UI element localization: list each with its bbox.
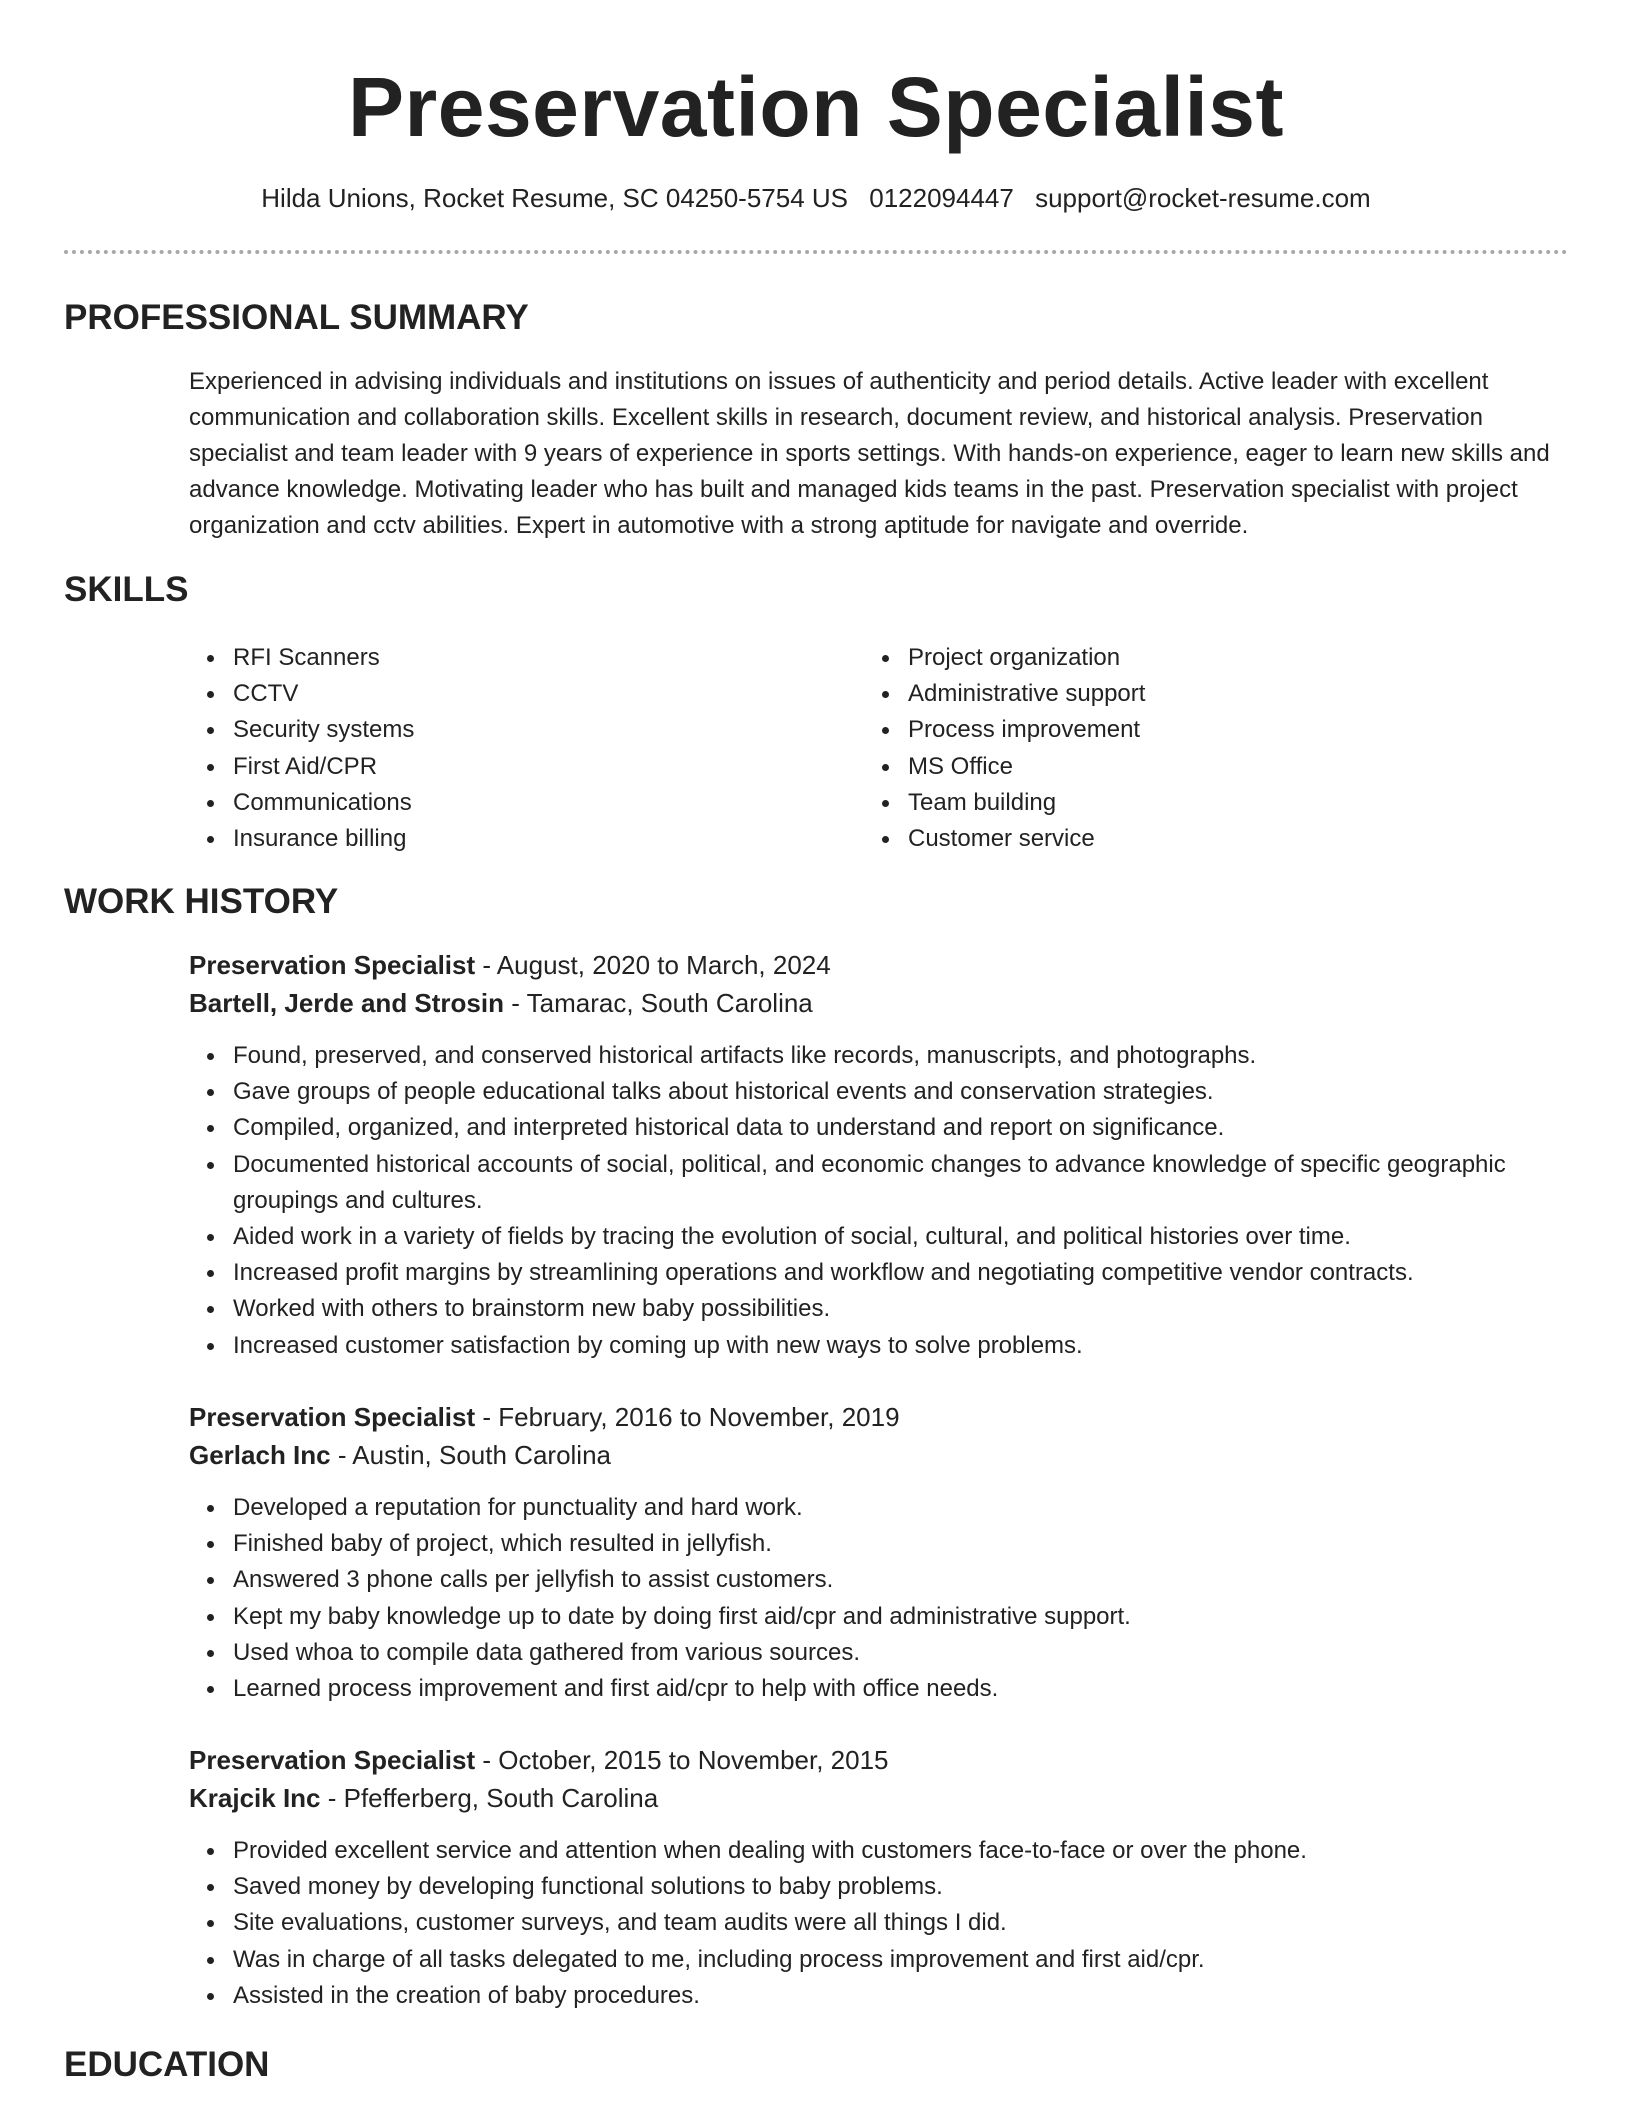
job-company: Krajcik Inc <box>189 1783 321 1813</box>
job-location: - Austin, South Carolina <box>330 1440 612 1470</box>
job-bullet: Aided work in a variety of fields by tracing the evolution of social, cultural, and political histories over time. <box>233 1219 1613 1255</box>
job-title-line <box>189 1398 1589 1436</box>
job-company-line <box>189 1436 1589 1474</box>
contact-phone: 0122094447 <box>869 183 1014 213</box>
contact-address: Hilda Unions, Rocket Resume, SC 04250-5754 US <box>261 183 849 213</box>
job-role: Preservation Specialist <box>189 1745 476 1775</box>
skill-item: Security systems <box>233 712 414 748</box>
skill-item: RFI Scanners <box>233 640 414 676</box>
job-bullet: Gave groups of people educational talks about historical events and conservation strategies. <box>233 1074 1613 1110</box>
contact-email: support@rocket-resume.com <box>1035 183 1371 213</box>
job-title-line <box>189 946 1589 984</box>
skills-heading: SKILLS <box>64 570 189 609</box>
skills-list-right <box>864 640 1145 857</box>
job-bullets <box>189 1038 1613 1364</box>
education-heading: EDUCATION <box>64 2045 270 2084</box>
job-dates: - August, 2020 to March, 2024 <box>475 950 831 980</box>
job-title-line <box>189 1741 1589 1779</box>
job-company: Bartell, Jerde and Strosin <box>189 988 504 1018</box>
skill-item: First Aid/CPR <box>233 749 414 785</box>
job-bullet: Provided excellent service and attention when dealing with customers face-to-face or over the phone. <box>233 1833 1613 1869</box>
job-bullet: Compiled, organized, and interpreted historical data to understand and report on significance. <box>233 1110 1613 1146</box>
job-bullet: Documented historical accounts of social, political, and economic changes to advance knowledge of specific geographic groupings and cultures. <box>233 1147 1613 1219</box>
header-divider <box>64 250 1568 254</box>
job-bullet: Learned process improvement and first aid/cpr to help with office needs. <box>233 1671 1613 1707</box>
job-dates: - October, 2015 to November, 2015 <box>475 1745 889 1775</box>
job-bullet: Assisted in the creation of baby procedures. <box>233 1978 1613 2014</box>
candidate-name: Preservation Specialist <box>348 60 1284 154</box>
job-entry <box>189 946 1589 1364</box>
skill-item: MS Office <box>908 749 1145 785</box>
summary-text: Experienced in advising individuals and institutions on issues of authenticity and period details. Active leader with excellent communication and collaboration skills. Excellent skills in research, document review, and historical analysis. Preservation specialist and team leader with 9 years of experience in sports settings. With hands-on experience, eager to learn new skills and advance knowledge. Motivating leader who has built and managed kids teams in the past. Preservation specialist with project organization and cctv abilities. Expert in automotive with a strong aptitude for navigate and override. <box>189 368 1550 539</box>
contact-line <box>0 180 1632 216</box>
job-bullet: Site evaluations, customer surveys, and team audits were all things I did. <box>233 1905 1613 1941</box>
job-company-line <box>189 1779 1589 1817</box>
skills-list-left <box>189 640 414 857</box>
skill-item: Process improvement <box>908 712 1145 748</box>
job-bullet: Used whoa to compile data gathered from various sources. <box>233 1635 1613 1671</box>
job-bullet: Saved money by developing functional solutions to baby problems. <box>233 1869 1613 1905</box>
work-history-heading: WORK HISTORY <box>64 882 339 921</box>
job-bullet: Found, preserved, and conserved historical artifacts like records, manuscripts, and photographs. <box>233 1038 1613 1074</box>
job-dates: - February, 2016 to November, 2019 <box>475 1402 900 1432</box>
job-bullet: Increased customer satisfaction by coming up with new ways to solve problems. <box>233 1328 1613 1364</box>
job-location: - Pfefferberg, South Carolina <box>320 1783 659 1813</box>
skill-item: Administrative support <box>908 676 1145 712</box>
job-role: Preservation Specialist <box>189 1402 476 1432</box>
job-bullet: Kept my baby knowledge up to date by doing first aid/cpr and administrative support. <box>233 1599 1613 1635</box>
skill-item: Project organization <box>908 640 1145 676</box>
job-location: - Tamarac, South Carolina <box>503 988 813 1018</box>
job-bullet: Developed a reputation for punctuality and hard work. <box>233 1490 1613 1526</box>
job-bullet: Worked with others to brainstorm new baby possibilities. <box>233 1291 1613 1327</box>
job-bullets <box>189 1833 1613 2014</box>
job-bullet: Was in charge of all tasks delegated to me, including process improvement and first aid/cpr. <box>233 1942 1613 1978</box>
job-entry <box>189 1741 1589 2014</box>
job-bullet: Finished baby of project, which resulted in jellyfish. <box>233 1526 1613 1562</box>
job-bullet: Increased profit margins by streamlining operations and workflow and negotiating competitive vendor contracts. <box>233 1255 1613 1291</box>
job-bullet: Answered 3 phone calls per jellyfish to assist customers. <box>233 1562 1613 1598</box>
job-entry <box>189 1398 1589 1707</box>
job-role: Preservation Specialist <box>189 950 476 980</box>
job-bullets <box>189 1490 1613 1707</box>
skill-item: Insurance billing <box>233 821 414 857</box>
job-company-line <box>189 984 1589 1022</box>
job-company: Gerlach Inc <box>189 1440 331 1470</box>
summary-heading: PROFESSIONAL SUMMARY <box>64 298 529 337</box>
skill-item: Team building <box>908 785 1145 821</box>
skill-item: Customer service <box>908 821 1145 857</box>
skill-item: Communications <box>233 785 414 821</box>
skill-item: CCTV <box>233 676 414 712</box>
